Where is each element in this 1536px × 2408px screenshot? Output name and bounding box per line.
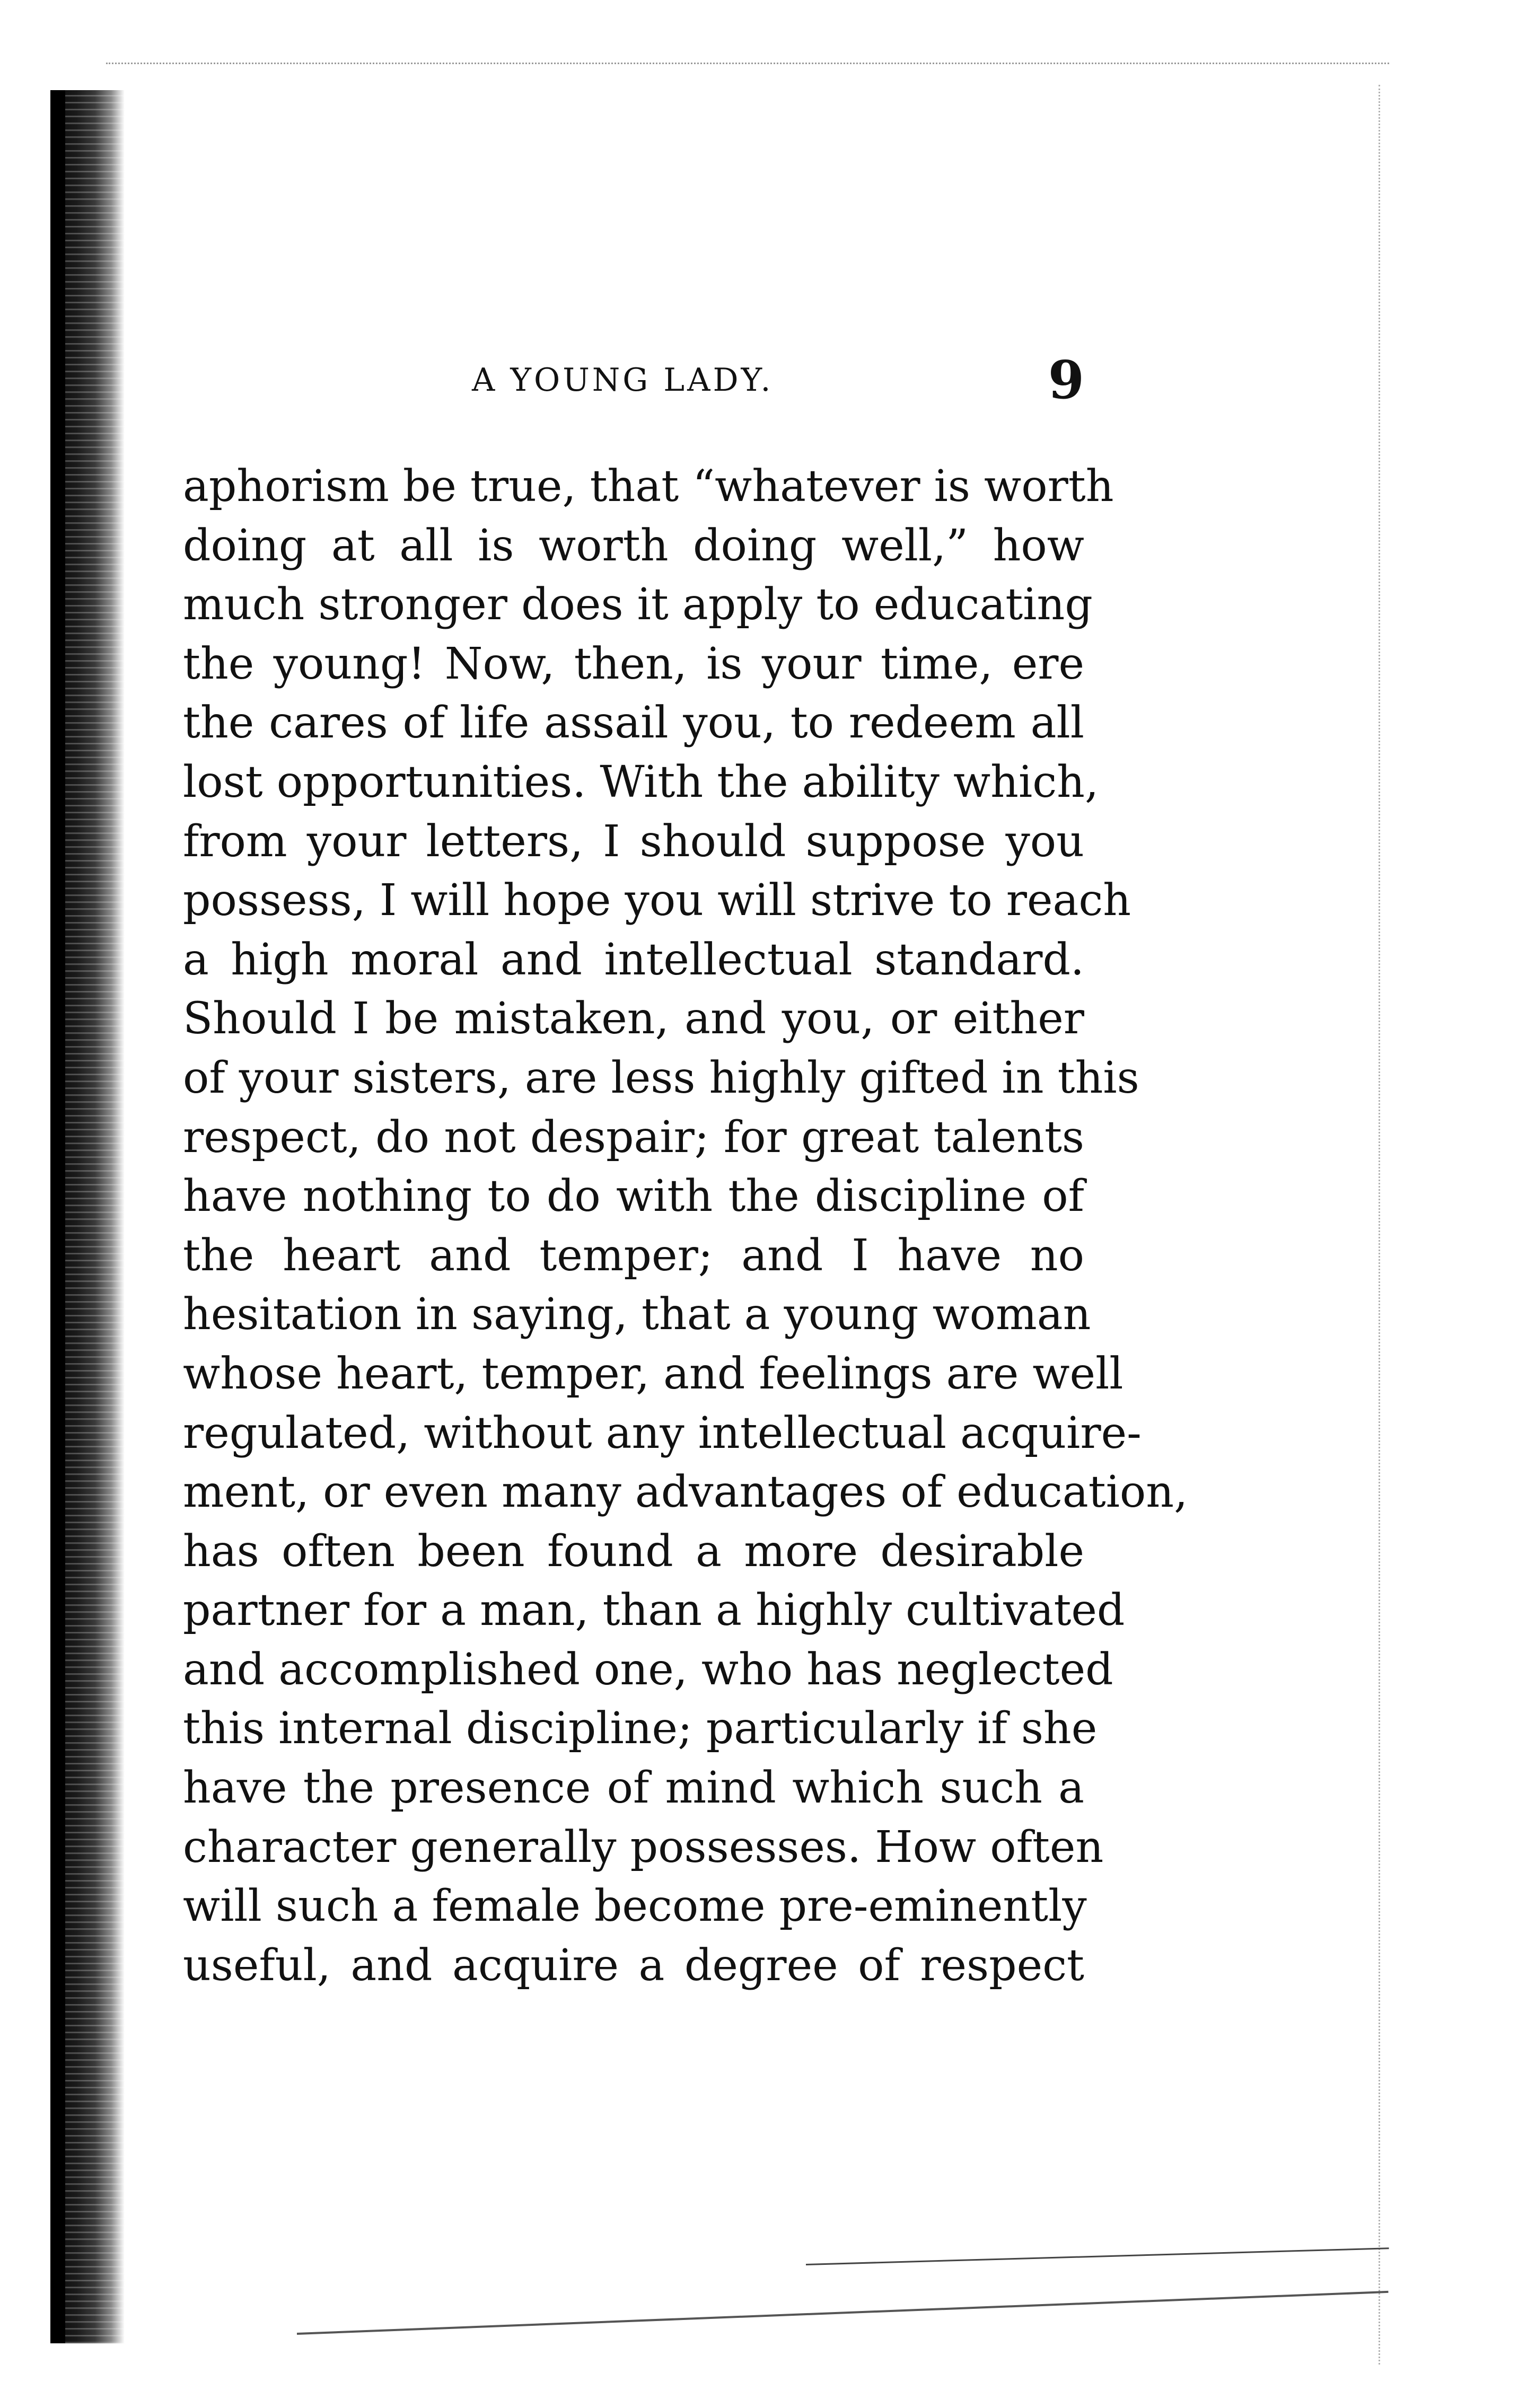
page-header <box>183 350 1084 411</box>
text-line: aphorism be true, that “whatever is worth <box>183 461 1114 512</box>
text-line: has often been found a more desirable <box>183 1526 1084 1577</box>
text-line: have the presence of mind which such a <box>183 1763 1084 1814</box>
text-line: will such a female become pre-eminently <box>183 1881 1087 1932</box>
text-line: respect, do not despair; for great talents <box>183 1112 1084 1163</box>
binding-edge <box>50 90 65 2343</box>
scan-mark-bottom-upper <box>806 2247 1389 2265</box>
text-line: the heart and temper; and I have no <box>183 1230 1084 1281</box>
text-line: a high moral and intellectual standard. <box>183 934 1084 985</box>
text-line: partner for a man, than a highly cultivated <box>183 1585 1125 1636</box>
running-head: A YOUNG LADY. <box>472 362 774 399</box>
text-line: hesitation in saying, that a young woman <box>183 1289 1091 1340</box>
scan-mark-right <box>1379 85 1380 2365</box>
text-line: of your sisters, are less highly gifted in this <box>183 1052 1139 1103</box>
body-text <box>183 457 1188 1995</box>
text-line: possess, I will hope you will strive to reach <box>183 875 1131 926</box>
scan-mark-bottom-lower <box>297 2291 1389 2335</box>
scan-mark-top <box>106 63 1389 64</box>
text-line: regulated, without any intellectual acquire- <box>183 1408 1142 1458</box>
text-line: whose heart, temper, and feelings are well <box>183 1348 1124 1399</box>
text-line: this internal discipline; particularly if she <box>183 1703 1098 1754</box>
text-line: the young! Now, then, is your time, ere <box>183 638 1084 689</box>
text-line: Should I be mistaken, and you, or either <box>183 994 1084 1044</box>
text-line: the cares of life assail you, to redeem all <box>183 698 1084 749</box>
text-line: much stronger does it apply to educating <box>183 579 1093 630</box>
text-line: ment, or even many advantages of education, <box>183 1467 1188 1518</box>
text-line: lost opportunities. With the ability which, <box>183 757 1099 807</box>
page-number: 9 <box>1048 350 1084 411</box>
text-line: and accomplished one, who has neglected <box>183 1644 1113 1695</box>
text-line: useful, and acquire a degree of respect <box>183 1940 1084 1991</box>
text-line: have nothing to do with the discipline of <box>183 1171 1084 1222</box>
text-line: from your letters, I should suppose you <box>183 816 1084 867</box>
text-line: doing at all is worth doing well,” how <box>183 520 1084 571</box>
text-line: character generally possesses. How often <box>183 1822 1104 1873</box>
